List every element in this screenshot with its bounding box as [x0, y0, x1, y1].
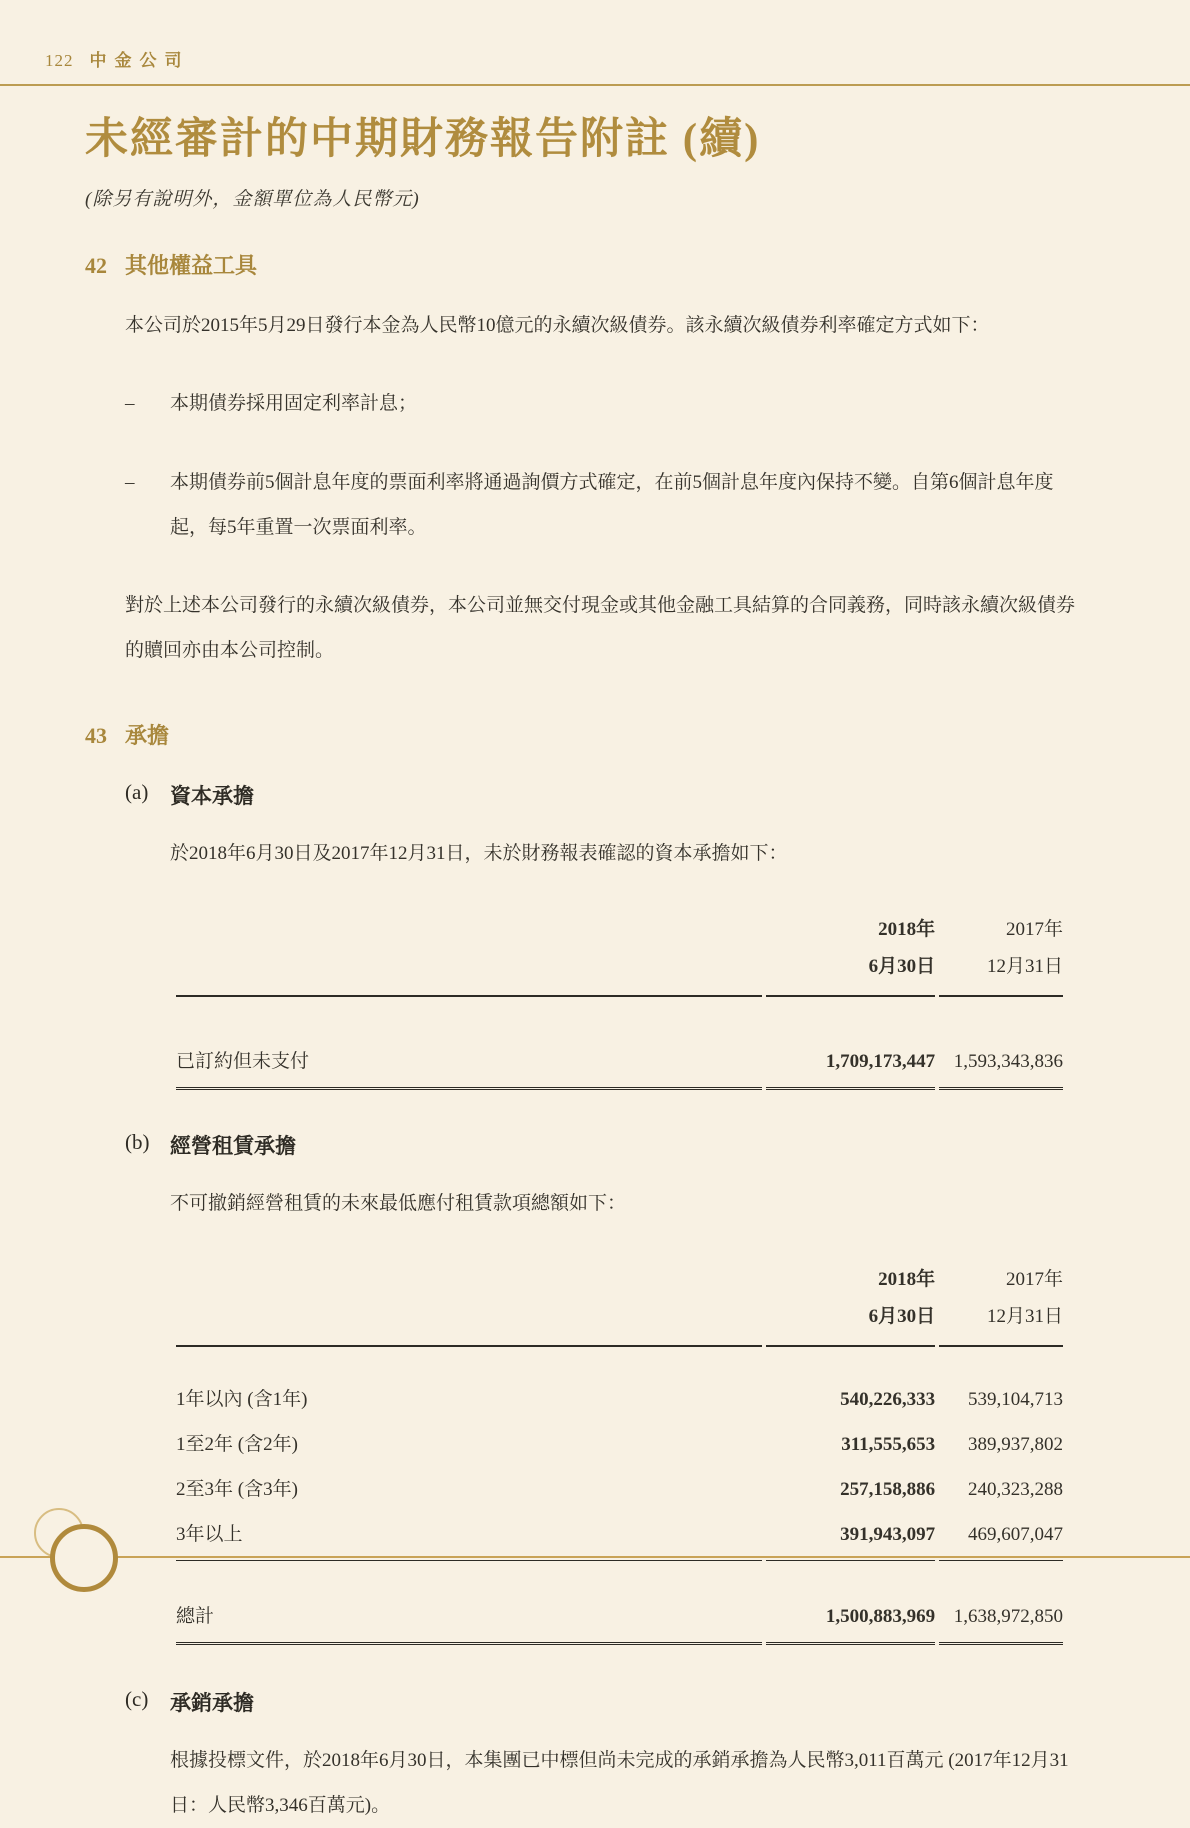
value-2018: 1,709,173,447 — [766, 1037, 935, 1090]
bullet-dash: – — [125, 393, 135, 415]
bullet-item — [125, 461, 1075, 550]
footer-rule — [0, 1556, 1190, 1558]
column-header-2017-date: 12月31日 — [986, 956, 1063, 978]
table-row — [176, 1037, 1063, 1090]
subsection-a-title: 資本承擔 — [170, 784, 254, 809]
section-42-heading — [85, 249, 1075, 280]
value-2017: 1,593,343,836 — [939, 1037, 1063, 1090]
document-subtitle: (除另有說明外，金額單位為人民幣元) — [85, 188, 420, 210]
subsection-c — [125, 1687, 1075, 1828]
document-title: 未經審計的中期財務報告附註 (續) — [85, 116, 761, 163]
total-value-2018: 1,500,883,969 — [766, 1589, 935, 1645]
column-header-2018-year: 2018年 — [878, 919, 936, 941]
column-header-2018-year: 2018年 — [878, 1268, 936, 1290]
subsection-c-title: 承銷承擔 — [170, 1690, 254, 1715]
table-row — [176, 1420, 1063, 1465]
subsection-a — [125, 780, 1075, 1090]
value-2018: 540,226,333 — [840, 1388, 936, 1410]
subsection-a-heading — [125, 780, 1075, 810]
table-corner-cell — [176, 911, 762, 997]
column-header-2018-date: 6月30日 — [868, 1305, 936, 1327]
subsection-b — [125, 1130, 1075, 1645]
bullet-item — [125, 382, 1075, 427]
table-row — [176, 1510, 1063, 1561]
subsection-a-intro: 於2018年6月30日及2017年12月31日，未於財務報表確認的資本承擔如下： — [170, 843, 788, 865]
column-header-2017-date: 12月31日 — [986, 1305, 1063, 1327]
section-43-heading — [85, 719, 1075, 750]
subsection-c-heading — [125, 1687, 1075, 1717]
value-2018: 391,943,097 — [766, 1510, 935, 1561]
bullet-text: 本期債券前5個計息年度的票面利率將通過詢價方式確定，在前5個計息年度內保持不變。自第6個計息年度起，每5年重置一次票面利率。 — [170, 471, 1054, 538]
section-42-intro: 本公司於2015年5月29日發行本金為人民幣10億元的永續次級債券。該永續次級債券利率確定方式如下： — [125, 314, 990, 336]
total-label: 總計 — [176, 1589, 762, 1645]
column-header-2017-year: 2017年 — [1005, 919, 1063, 941]
section-43-number: 43 — [85, 723, 107, 749]
value-2017: 389,937,802 — [968, 1433, 1063, 1455]
column-header-2017-year: 2017年 — [1005, 1268, 1063, 1290]
subsection-c-body: 根據投標文件，於2018年6月30日，本集團已中標但尚未完成的承銷承擔為人民幣3,011百萬元 (2017年12月31日：人民幣3,346百萬元)。 — [170, 1749, 1069, 1816]
value-2017: 539,104,713 — [968, 1388, 1063, 1410]
row-label: 3年以上 — [176, 1510, 762, 1561]
value-2018: 311,555,653 — [841, 1433, 936, 1455]
column-header-2018-date: 6月30日 — [868, 956, 936, 978]
subsection-b-label: (b) — [125, 1130, 150, 1155]
bullet-text: 本期債券採用固定利率計息； — [170, 393, 418, 415]
section-42 — [85, 249, 1075, 674]
decorative-circle-large — [50, 1524, 118, 1592]
column-header-2017 — [939, 1261, 1063, 1347]
subsection-b-title: 經營租賃承擔 — [170, 1134, 296, 1159]
table-corner-cell — [176, 1261, 762, 1347]
column-header-2018 — [766, 911, 935, 997]
section-42-title: 其他權益工具 — [125, 252, 258, 278]
table-row — [176, 1375, 1063, 1420]
capital-commitments-table — [172, 911, 1067, 1090]
subsection-b-intro: 不可撤銷經營租賃的未來最低應付租賃款項總額如下： — [170, 1193, 627, 1215]
page-header — [0, 0, 1190, 86]
value-2018: 257,158,886 — [840, 1478, 936, 1500]
column-header-2017 — [939, 911, 1063, 997]
column-header-2018 — [766, 1261, 935, 1347]
company-name: 中金公司 — [89, 51, 190, 70]
bullet-dash: – — [125, 471, 135, 493]
subsection-c-label: (c) — [125, 1686, 149, 1711]
section-43-title: 承擔 — [125, 723, 170, 749]
row-label: 已訂約但未支付 — [176, 1037, 762, 1090]
total-value-2017: 1,638,972,850 — [939, 1589, 1063, 1645]
row-label: 2至3年 (含3年) — [176, 1478, 298, 1500]
row-label: 1至2年 (含2年) — [176, 1433, 298, 1455]
page-number: 122 — [45, 51, 74, 70]
table-row — [176, 1465, 1063, 1510]
subsection-a-label: (a) — [125, 780, 149, 805]
table-total-row — [176, 1589, 1063, 1645]
operating-lease-table — [172, 1261, 1067, 1645]
section-42-number: 42 — [85, 252, 107, 278]
subsection-b-heading — [125, 1130, 1075, 1160]
value-2017: 469,607,047 — [939, 1510, 1063, 1561]
value-2017: 240,323,288 — [968, 1478, 1063, 1500]
row-label: 1年以內 (含1年) — [176, 1388, 308, 1410]
section-42-closing: 對於上述本公司發行的永續次級債券，本公司並無交付現金或其他金融工具結算的合同義務，同時該永續次級債券的贖回亦由本公司控制。 — [125, 595, 1076, 661]
section-43 — [85, 719, 1075, 1828]
